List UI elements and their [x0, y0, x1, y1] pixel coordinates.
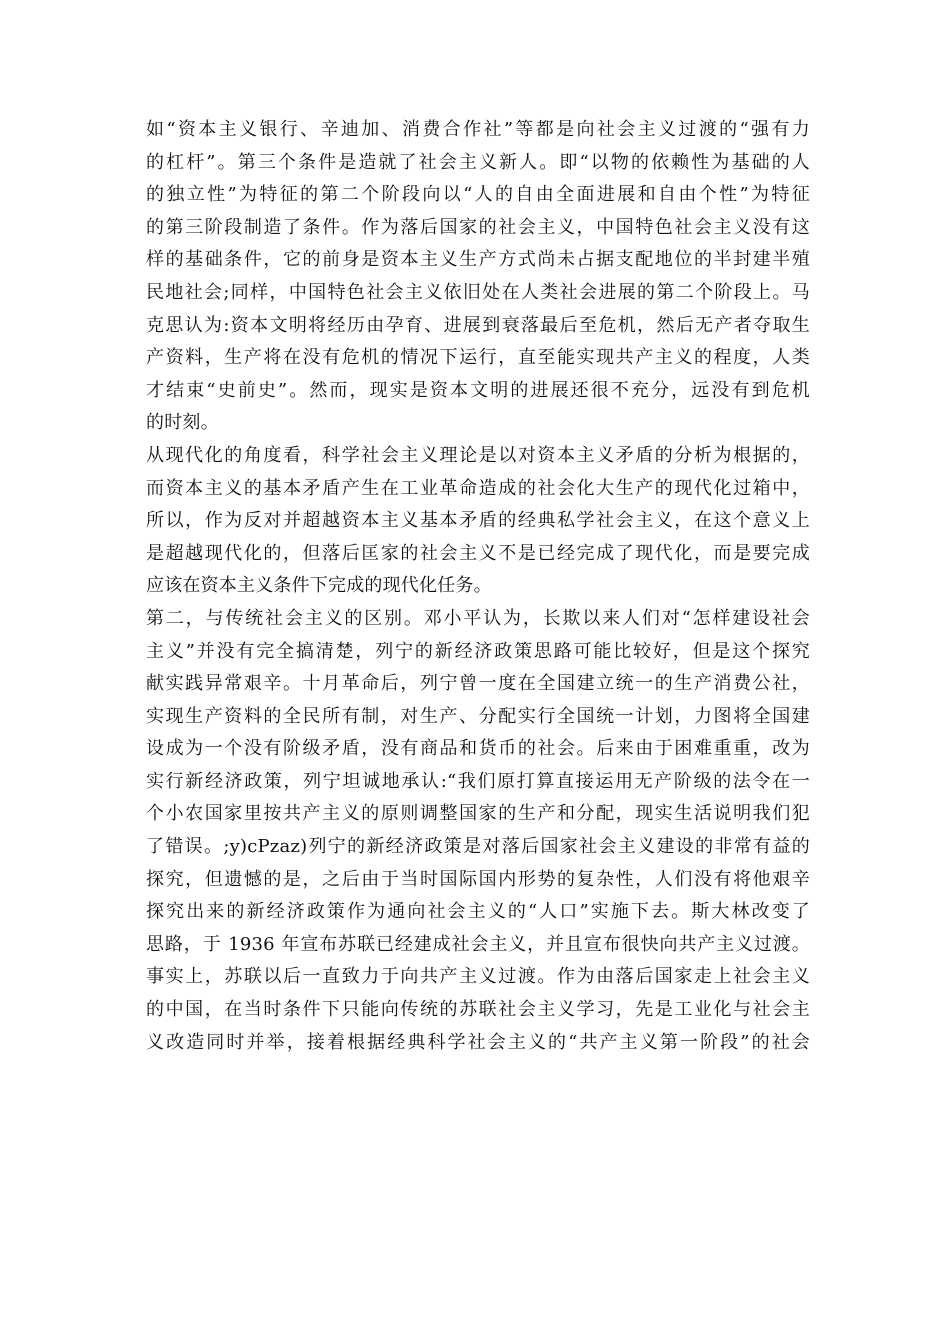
document-page	[146, 114, 810, 1059]
paragraph-3	[146, 603, 810, 1059]
text-line: 如“资本主义银行、辛迪加、消费合作社”等都是向社会主义过渡的“强有力	[146, 119, 810, 140]
text-line: 产资料，生产将在没有危机的情况下运行，直至能实现共产主义的程度，人类	[146, 347, 810, 369]
text-line: 的独立性”为特征的第二个阶段向以“人的自由全面进展和自由个性”为特征	[146, 184, 810, 206]
text-line: 探究，但遗憾的是，之后由于当时国际国内形势的复杂性，人们没有将他艰辛	[146, 868, 810, 890]
paragraph-2	[146, 440, 810, 603]
text-line: 设成为一个没有阶级矛盾，没有商品和货币的社会。后来由于困难重重，改为	[146, 738, 810, 760]
text-line: 是超越现代化的，但落后匡家的社会主义不是已经完成了现代化，而是要完成	[146, 542, 810, 564]
text-line: 思路，于 1936 年宣布苏联已经建成社会主义，并且宣布很快向共产主义过渡。	[146, 933, 810, 955]
text-line: 应该在资本主义条件下完成的现代化任务。	[146, 575, 492, 597]
paragraph-1	[146, 114, 810, 440]
text-line: 样的基础条件，它的前身是资本主义生产方式尚未占据支配地位的半封建半殖	[146, 249, 810, 271]
text-line: 第二，与传统社会主义的区别。邓小平认为，长欺以来人们对“怎样建设社会	[146, 607, 810, 629]
text-line: 主义”并没有完全搞清楚，列宁的新经济政策思路可能比较好，但是这个探究	[146, 640, 810, 662]
text-line: 而资本主义的基本矛盾产生在工业革命造成的社会化大生产的现代化过箱中，	[146, 477, 810, 499]
text-line: 探究出来的新经济政策作为通向社会主义的“人口”实施下去。斯大林改变了	[146, 901, 810, 923]
text-line: 个小农国家里按共产主义的原则调整国家的生产和分配，现实生活说明我们犯	[146, 803, 810, 825]
text-line: 实现生产资料的全民所有制，对生产、分配实行全国统一计划，力图将全国建	[146, 705, 810, 727]
text-line: 克思认为:资本文明将经历由孕育、进展到衰落最后至危机，然后无产者夺取生	[146, 314, 810, 336]
text-line: 献实践异常艰辛。十月革命后，列宁曾一度在全国建立统一的生产消费公社，	[146, 673, 810, 695]
text-line: 实行新经济政策，列宁坦诚地承认:“我们原打算直接运用无产阶级的法令在一	[146, 770, 810, 792]
text-line: 的中国，在当时条件下只能向传统的苏联社会主义学习，先是工业化与社会主	[146, 999, 810, 1021]
text-line: 的第三阶段制造了条件。作为落后国家的社会主义，中国特色社会主义没有这	[146, 216, 810, 238]
text-line: 的杠杆”。第三个条件是造就了社会主义新人。即“以物的依赖性为基础的人	[146, 151, 810, 173]
text-line: 所以，作为反对并超越资本主义基本矛盾的经典私学社会主义，在这个意义上	[146, 510, 810, 532]
text-line: 从现代化的角度看，科学社会主义理论是以对资本主义矛盾的分析为根据的，	[146, 444, 810, 466]
text-line: 义改造同时并举，接着根据经典科学社会主义的“共产主义第一阶段”的社会	[146, 1031, 810, 1053]
text-line: 民地社会;同样，中国特色社会主义依旧处在人类社会进展的第二个阶段上。马	[146, 281, 810, 303]
text-line: 事实上，苏联以后一直致力于向共产主义过渡。作为由落后国家走上社会主义	[146, 966, 810, 988]
text-line: 才结束“史前史”。然而，现实是资本文明的进展还很不充分，远没有到危机	[146, 379, 810, 401]
text-line: 的时刻。	[146, 412, 219, 434]
text-line: 了错误。;y)cPzaz)列宁的新经济政策是对落后国家社会主义建设的非常有益的	[146, 836, 810, 858]
